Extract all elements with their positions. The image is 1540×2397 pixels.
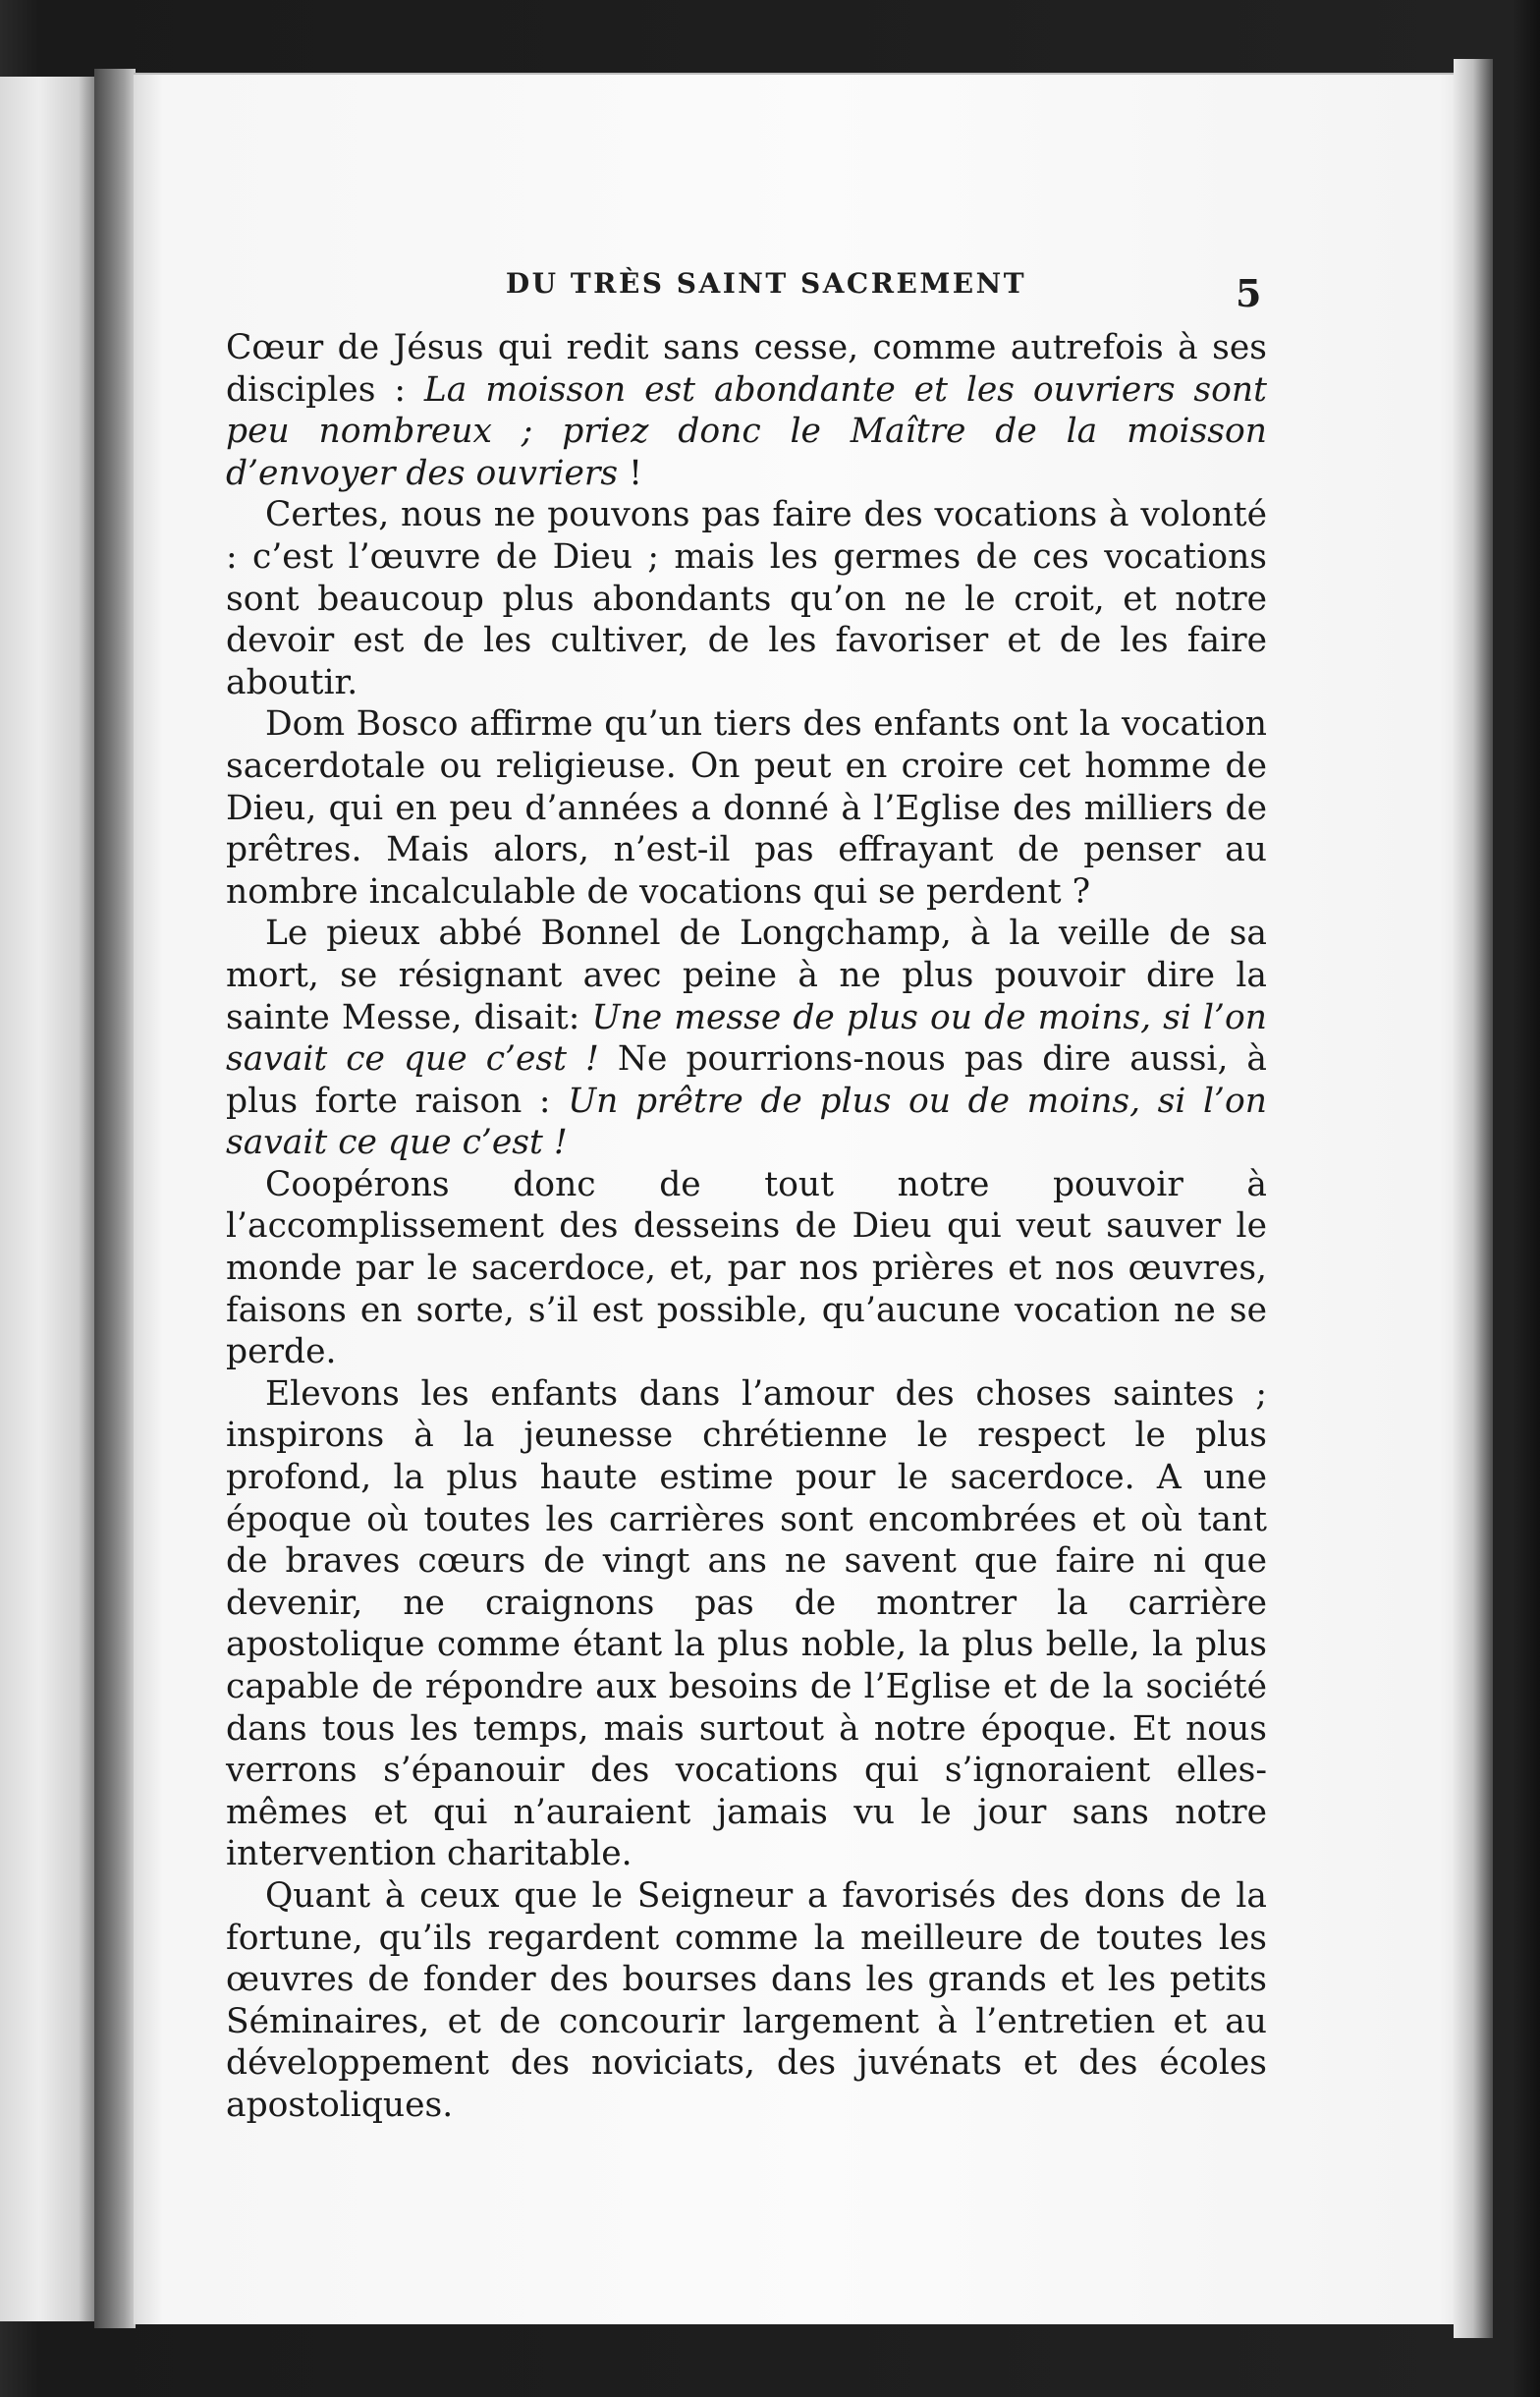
paragraph-4 [226, 913, 1267, 1164]
paragraph-1-quote: La moisson est abondante et les ouvriers sont peu nombreux ; priez donc le Maître de la moisson d’envoyer des ouvriers [226, 369, 1267, 493]
paragraph-6: Elevons les enfants dans l’amour des choses saintes ; inspirons à la jeunesse chrétienne le respect le plus profond, la plus haute estime pour le sacerdoce. A une époque où toutes les carrières sont encombrées et où tant de braves cœurs de vingt ans ne savent que faire ni que devenir, ne craignons pas de montrer la carrière apostolique comme étant la plus noble, la plus belle, la plus capable de répondre aux besoins de l’Eglise et de la société dans tous les temps, mais surtout à notre époque. Et nous verrons s’épanouir des vocations qui s’ignoraient elles-mêmes et qui n’auraient jamais vu le jour sans notre intervention charitable. [226, 1373, 1267, 1874]
book-gutter [94, 69, 136, 2328]
paragraph-3: Dom Bosco affirme qu’un tiers des enfants ont la vocation sacerdotale ou religieuse. On peut en croire cet homme de Dieu, qui en peu d’années a donné à l’Eglise des milliers de prêtres. Mais alors, n’est-il pas effrayant de penser au nombre incalculable de vocations qui se perdent ? [226, 704, 1267, 912]
paragraph-2: Certes, nous ne pouvons pas faire des vocations à volonté : c’est l’œuvre de Dieu ; mais les germes de ces vocations sont beaucoup plus abondants qu’on ne le croit, et notre devoir est de les cultiver, de les favoriser et de les faire aboutir. [226, 495, 1267, 702]
page-number: 5 [1236, 271, 1262, 315]
paragraph-7: Quant à ceux que le Seigneur a favorisés des dons de la fortune, qu’ils regardent comme la meilleure de toutes les œuvres de fonder des bourses dans les grands et les petits Séminaires, et de concourir largement à l’entretien et au développement des noviciats, des juvénats et des écoles apostoliques. [226, 1875, 1267, 2125]
page-body-text [226, 327, 1267, 2127]
page-right-edge [1454, 59, 1493, 2338]
paragraph-1-text: Cœur de Jésus qui redit sans cesse, comme autrefois à ses disciples : [226, 328, 1267, 410]
paragraph-4-quote-1: Une messe de plus ou de moins, si l’on savait ce que c’est ! [226, 997, 1267, 1080]
paragraph-4-middle: Ne pourrions-nous pas dire aussi, à plus forte raison : [226, 1039, 1268, 1121]
paragraph-1-end: ! [618, 453, 642, 493]
paragraph-5: Coopérons donc de tout notre pouvoir à l’accomplissement des desseins de Dieu qui veut sauver le monde par le sacerdoce, et, par nos prières et nos œuvres, faisons en sorte, s’il est possible, qu’aucune vocation ne se perde. [226, 1164, 1267, 1372]
paragraph-1 [226, 327, 1267, 494]
paragraph-4-quote-2: Un prêtre de plus ou de moins, si l’on savait ce que c’est ! [226, 1081, 1267, 1163]
running-head: DU TRÈS SAINT SACREMENT [505, 267, 1027, 300]
paragraph-4-text: Le pieux abbé Bonnel de Longchamp, à la veille de sa mort, se résignant avec peine à ne plus pouvoir dire la sainte Messe, disait: [226, 914, 1267, 1037]
adjacent-page-edge [0, 77, 94, 2321]
